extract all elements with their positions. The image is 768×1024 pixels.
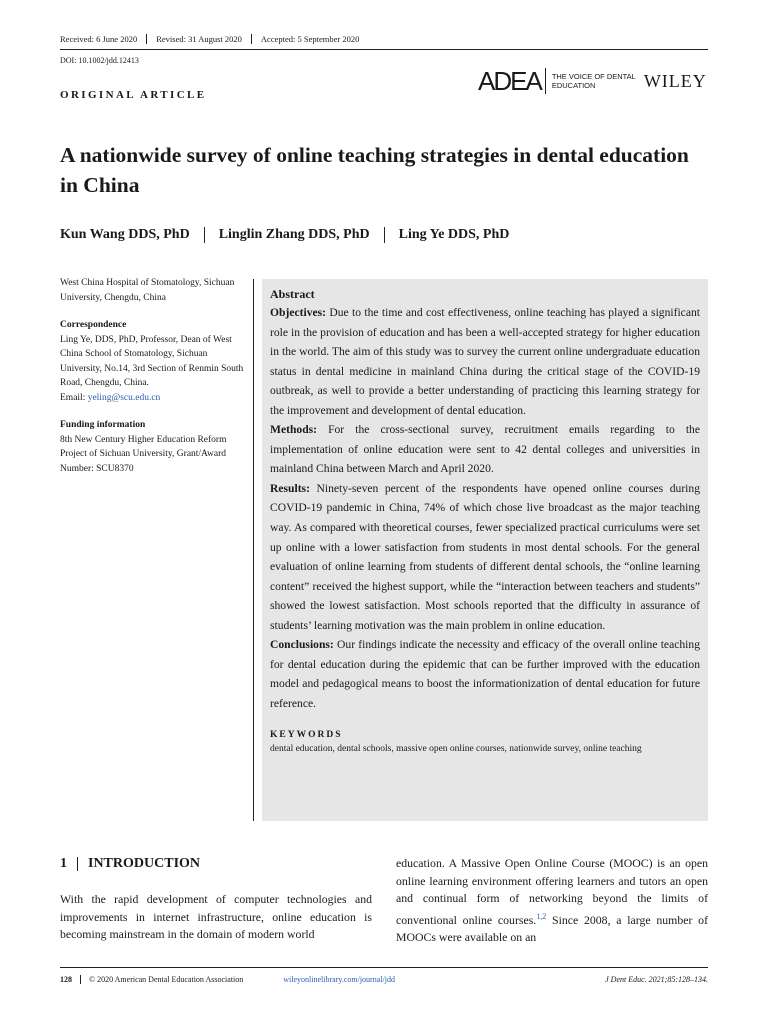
abstract-box bbox=[262, 279, 708, 821]
section-title: INTRODUCTION bbox=[88, 856, 201, 871]
header-rule bbox=[60, 49, 708, 50]
doi[interactable]: DOI: 10.1002/jdd.12413 bbox=[60, 56, 139, 65]
objectives-label: Objectives: bbox=[270, 306, 327, 319]
copyright: © 2020 American Dental Education Association bbox=[89, 975, 244, 984]
keywords-text: dental education, dental schools, massive open online courses, nationwide survey, online teaching bbox=[270, 744, 642, 755]
body-column-left: With the rapid development of computer technologies and improvements in internet infrastructure, online education is becoming mainstream in the domain of modern world bbox=[60, 892, 372, 941]
section-heading bbox=[60, 856, 200, 872]
correspondence-heading: Correspondence bbox=[60, 320, 127, 330]
conclusions-label: Conclusions: bbox=[270, 638, 334, 652]
funding-heading: Funding information bbox=[60, 420, 146, 430]
methods-label: Methods: bbox=[270, 423, 318, 437]
article-sidebar bbox=[60, 276, 250, 489]
article-title: A nationwide survey of online teaching strategies in dental education in China bbox=[60, 143, 689, 197]
reference-link[interactable]: 1,2 bbox=[536, 911, 547, 921]
journal-url[interactable]: wileyonlinelibrary.com/journal/jdd bbox=[283, 975, 395, 984]
funding-info bbox=[60, 418, 250, 476]
adea-logo: ADEA bbox=[478, 65, 541, 96]
page-footer bbox=[60, 975, 708, 984]
section-number: 1 bbox=[60, 857, 78, 871]
email-link[interactable]: yeling@scu.edu.cn bbox=[87, 392, 161, 403]
author-list bbox=[60, 227, 523, 243]
footer-rule bbox=[60, 967, 708, 968]
sidebar-divider bbox=[253, 279, 254, 821]
correspondence bbox=[60, 318, 250, 405]
author-name[interactable]: Linglin Zhang DDS, PhD bbox=[205, 227, 385, 243]
affiliation: West China Hospital of Stomatology, Sichuan University, Chengdu, China bbox=[60, 278, 235, 303]
article-history bbox=[60, 34, 368, 44]
body-text: Since 2008, a large number of MOOCs were available on an bbox=[396, 912, 708, 944]
email-label: Email: bbox=[60, 392, 88, 403]
wiley-logo: WILEY bbox=[643, 70, 707, 91]
abstract-title: Abstract bbox=[270, 287, 315, 301]
body-text: education. A Massive Open Online Course (MOOC) is an open online learning environment offering learners and tutors an open and continual form of networking beyond the limits of conventional online courses. bbox=[396, 856, 708, 927]
logo-divider bbox=[545, 68, 546, 94]
page-number: 128 bbox=[60, 975, 81, 984]
abstract-text bbox=[270, 303, 700, 713]
correspondence-text: Ling Ye, DDS, PhD, Professor, Dean of West China School of Stomatology, Sichuan University, No.14, 3rd Section of Renmin South Road, Chengdu, China. bbox=[60, 334, 244, 388]
conclusions-text: Our findings indicate the necessity and efficacy of the overall online teaching for dental education during the epidemic that can be further improved with the education model and pedagogical means to boost the informationization of dental education for future reference. bbox=[270, 638, 700, 710]
author-name[interactable]: Kun Wang DDS, PhD bbox=[60, 227, 205, 243]
adea-tagline: THE VOICE OF DENTAL EDUCATION bbox=[551, 72, 636, 90]
objectives-text: Due to the time and cost effectiveness, online teaching has played a significant role in the provision of education and has been a well-accepted strategy for higher education in the world. The aim of this study was to survey the current online undergraduate education status in dental medicine in mainland China during the critical stage of the COVID-19 outbreak, as well to provide a better understanding of practicing this learning strategy for the improvement and development of dental education. bbox=[270, 306, 700, 417]
keywords-heading: KEYWORDS bbox=[270, 730, 343, 741]
journal-citation: J Dent Educ. 2021;85:128–134. bbox=[605, 975, 708, 984]
publisher-logos bbox=[478, 66, 707, 96]
funding-text: 8th New Century Higher Education Reform Project of Sichuan University, Grant/Award Number: SCU8370 bbox=[60, 434, 227, 474]
author-name[interactable]: Ling Ye DDS, PhD bbox=[398, 227, 510, 242]
received-date: Received: 6 June 2020 bbox=[60, 34, 147, 44]
article-type: ORIGINAL ARTICLE bbox=[60, 89, 207, 101]
email-line bbox=[60, 391, 250, 406]
body-column-right bbox=[396, 855, 708, 946]
results-label: Results: bbox=[270, 481, 310, 495]
revised-date: Revised: 31 August 2020 bbox=[147, 34, 252, 44]
accepted-date: Accepted: 5 September 2020 bbox=[260, 34, 360, 44]
methods-text: For the cross-sectional survey, recruitment emails regarding to the implementation of online education were sent to 42 dental colleges and universities in mainland China between March and April 2020. bbox=[270, 423, 700, 476]
results-text: Ninety-seven percent of the respondents have opened online courses during COVID-19 pandemic in China, 74% of which chose live broadcast as the major teaching way. As compared with theoretical courses, fewer specialized practical curriculums were set up online with a lower satisfaction from students in most dental schools. For the general evaluation of online learning from students of different dental schools, the “online learning content” received the highest support, while the “interaction between teachers and students” showed the lowest satisfaction. Most schools reported that the difficulty in assurance of students’ learning motivation was the main problem in online education. bbox=[270, 481, 700, 632]
